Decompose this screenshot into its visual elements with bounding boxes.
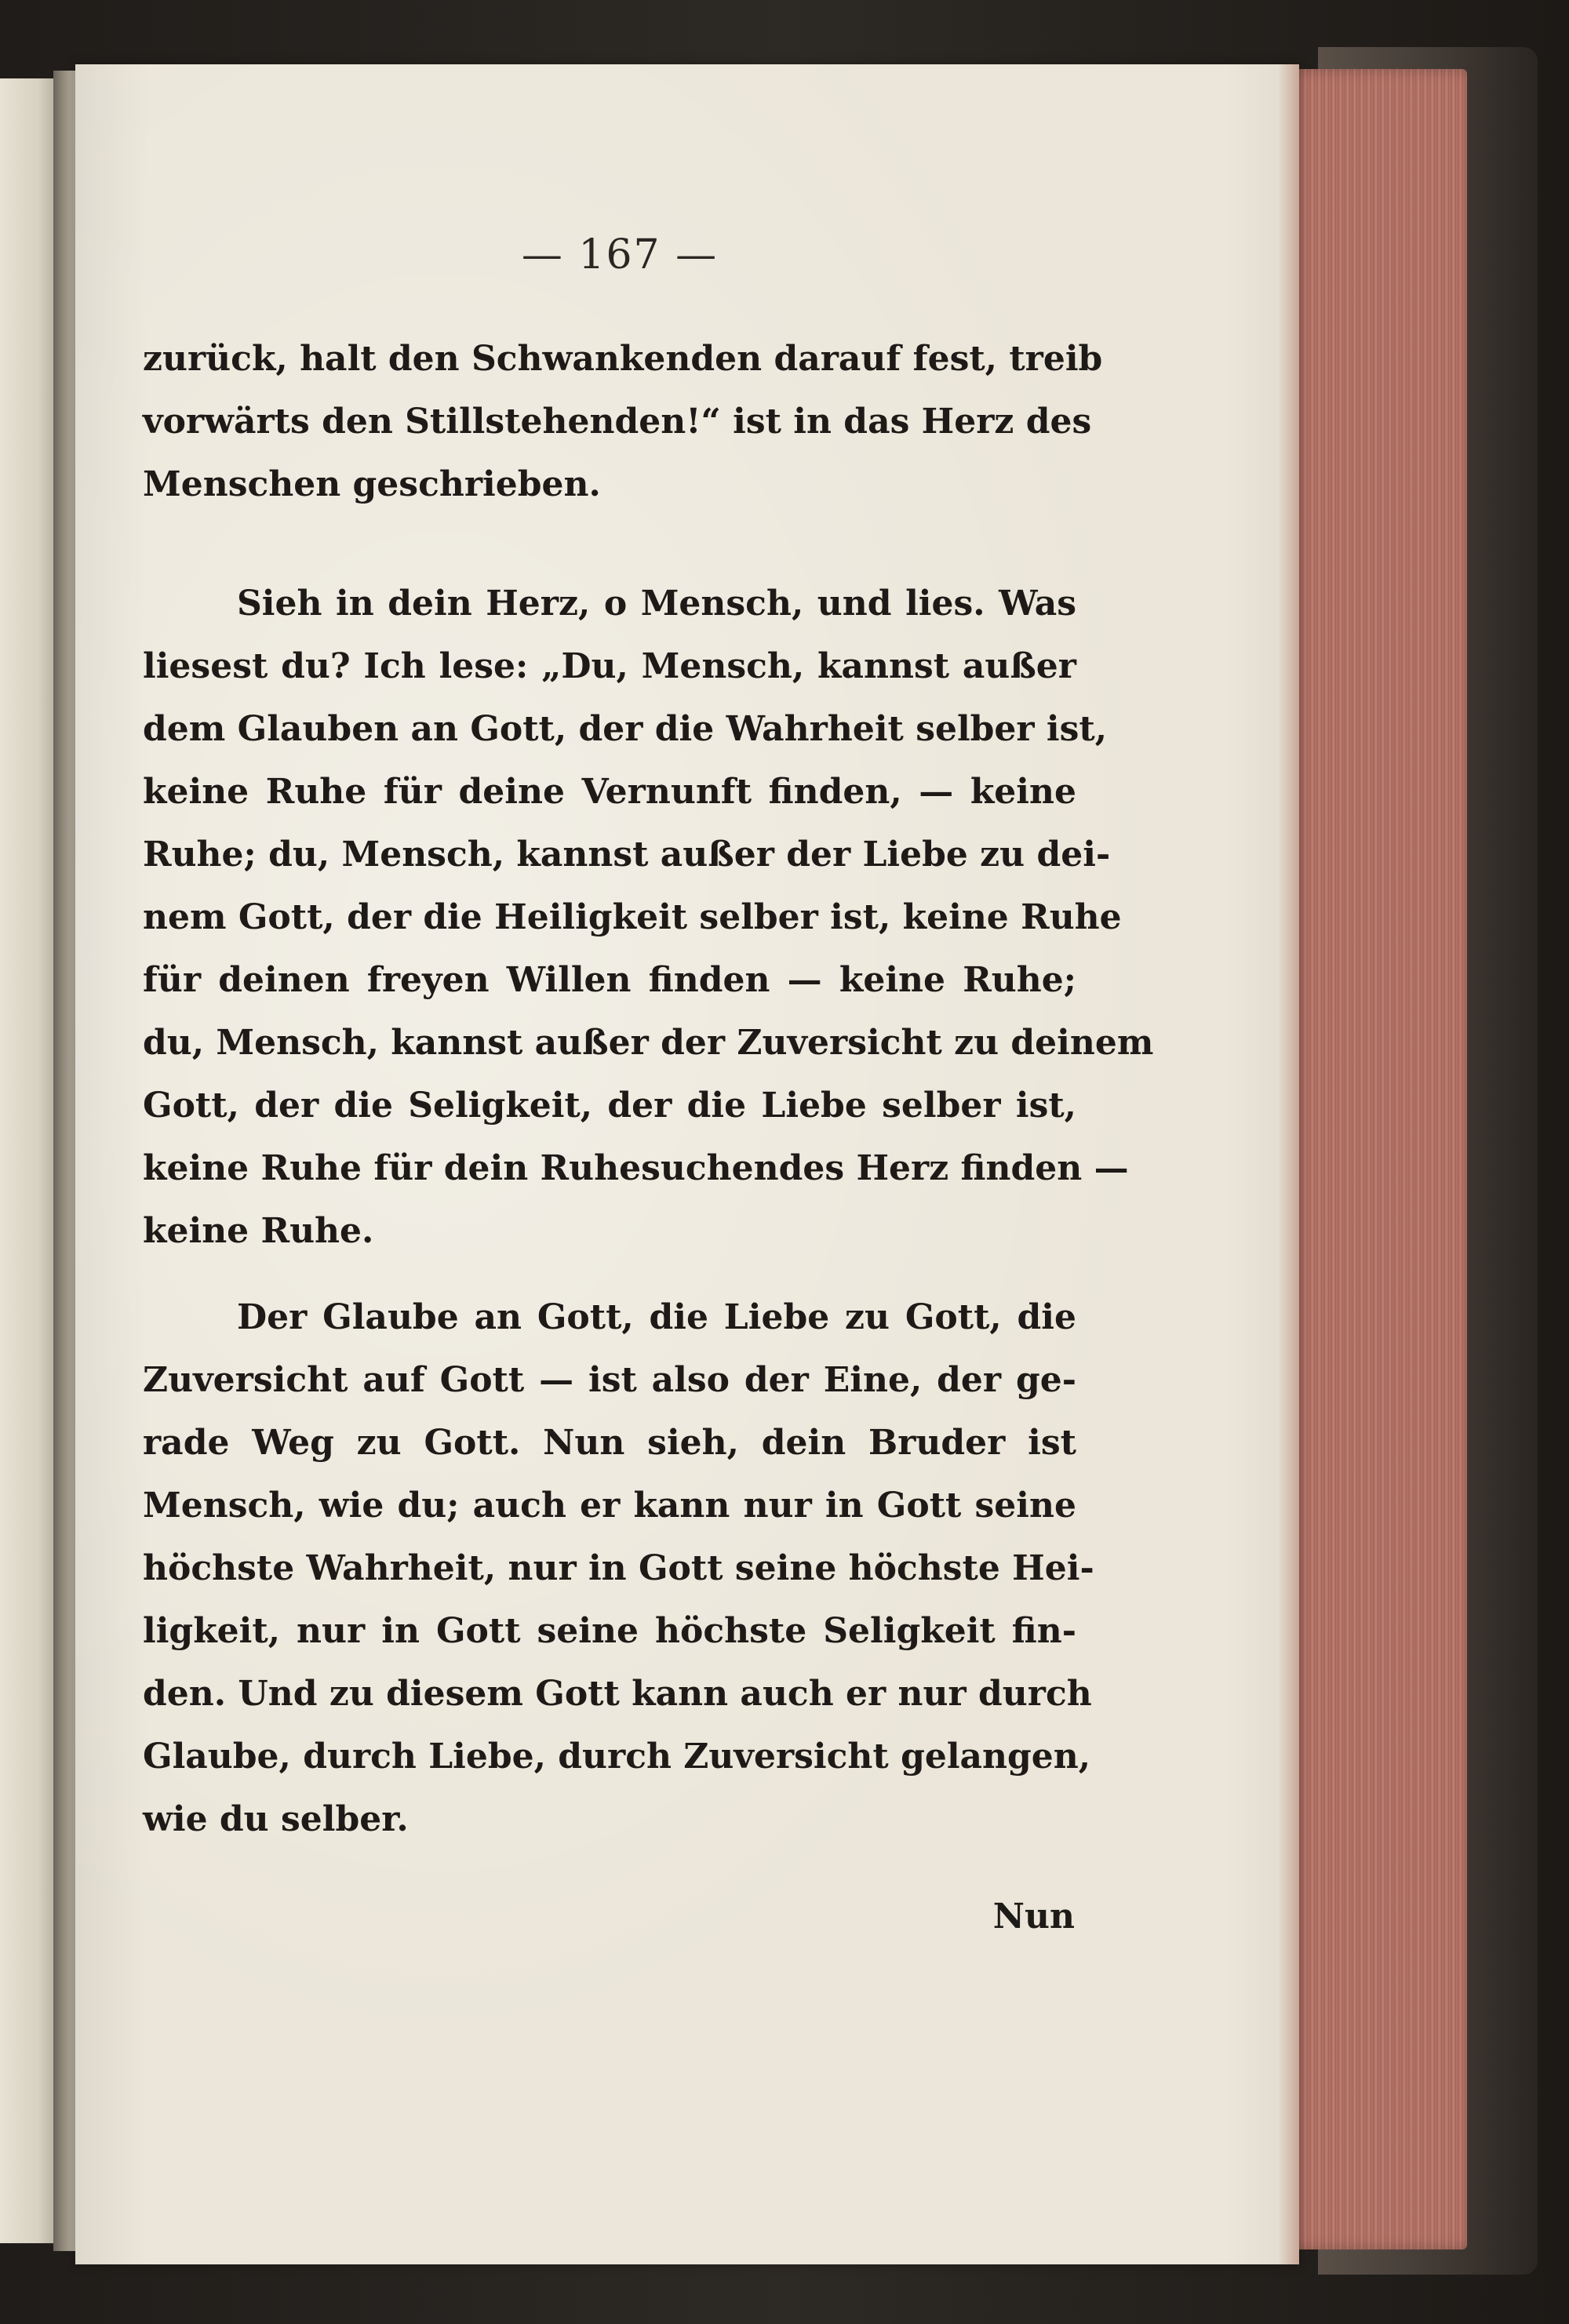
text-line: Glaube, durch Liebe, durch Zuversicht gelangen, [143, 1737, 1091, 1777]
text-line: Sieh in dein Herz, o Mensch, und lies. Was [237, 584, 1076, 624]
paragraph-3 [143, 1286, 1094, 1851]
left-page-sliver [0, 78, 55, 2243]
text-line: Mensch, wie du; auch er kann nur in Gott seine [143, 1486, 1076, 1526]
text-line: keine Ruhe für deine Vernunft finden, — keine [143, 772, 1076, 812]
text-line: höchste Wahrheit, nur in Gott seine höchste Hei- [143, 1548, 1094, 1588]
text-line: zurück, halt den Schwankenden darauf fest, treib [143, 339, 1103, 379]
page-number-header: — 167 — [521, 231, 719, 278]
page-edges [1287, 69, 1467, 2249]
paragraph-1 [143, 328, 1103, 516]
text-line: keine Ruhe für dein Ruhesuchendes Herz finden — [143, 1148, 1129, 1188]
text-line: ligkeit, nur in Gott seine höchste Seligkeit fin- [143, 1611, 1076, 1651]
text-line: Ruhe; du, Mensch, kannst außer der Liebe zu dei- [143, 835, 1111, 875]
text-line: dem Glauben an Gott, der die Wahrheit selber ist, [143, 709, 1108, 749]
text-line: Menschen geschrieben. [143, 464, 601, 504]
text-line: du, Mensch, kannst außer der Zuversicht zu deinem [143, 1023, 1154, 1063]
text-line: rade Weg zu Gott. Nun sieh, dein Bruder ist [143, 1423, 1076, 1463]
text-line: wie du selber. [143, 1799, 409, 1839]
text-line: nem Gott, der die Heiligkeit selber ist, keine Ruhe [143, 897, 1122, 937]
text-line: Gott, der die Seligkeit, der die Liebe selber ist, [143, 1086, 1076, 1126]
text-line: vorwärts den Stillstehenden!“ ist in das Herz des [143, 402, 1092, 442]
text-line: Der Glaube an Gott, die Liebe zu Gott, die [237, 1297, 1076, 1337]
text-line: für deinen freyen Willen finden — keine Ruhe; [143, 960, 1076, 1000]
paragraph-2 [143, 573, 1154, 1263]
text-line: den. Und zu diesem Gott kann auch er nur durch [143, 1674, 1092, 1714]
text-line: liesest du? Ich lese: „Du, Mensch, kannst außer [143, 646, 1076, 686]
catchword: Nun [992, 1897, 1075, 1937]
text-line: Zuversicht auf Gott — ist also der Eine, der ge- [143, 1360, 1076, 1400]
text-line: keine Ruhe. [143, 1211, 374, 1251]
page-fore-edge [1279, 64, 1299, 2264]
